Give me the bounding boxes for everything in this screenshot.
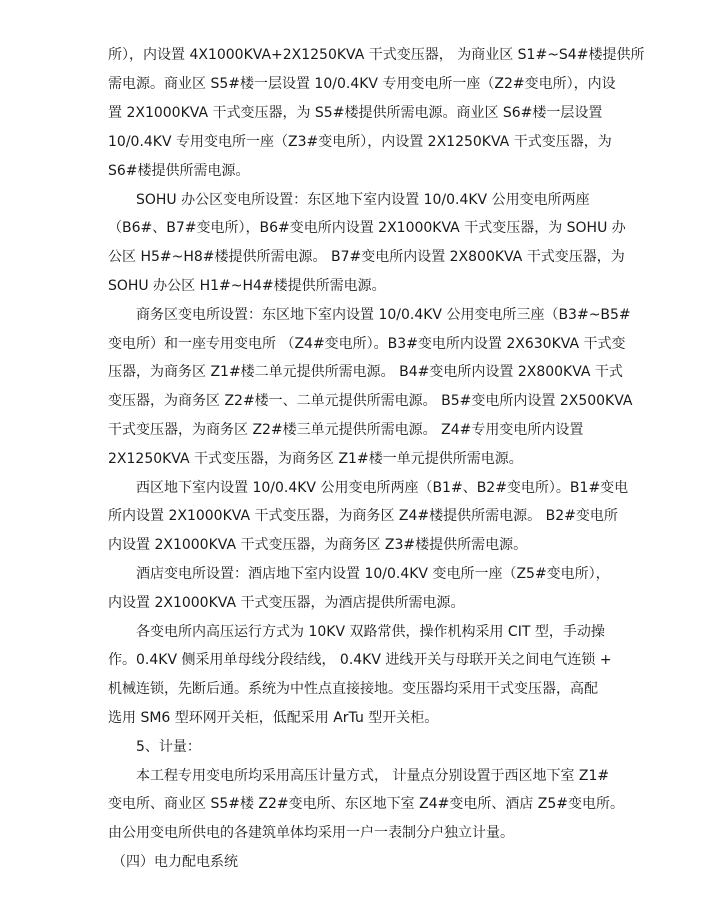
text-line: 需电源。商业区 S5#楼一层设置 10/0.4KV 专用变电所一座（Z2#变电所），内设 <box>108 76 616 92</box>
text-line: 内设置 2X1000KVA 干式变压器，为商务区 Z3#楼提供所需电源。 <box>108 537 528 553</box>
text-line: 压器，为商务区 Z1#楼二单元提供所需电源。 B4#变电所内设置 2X800KVA 干式 <box>108 364 623 380</box>
text-line: 机械连锁，先断后通。系统为中性点直接接地。变压器均采用干式变压器，高配 <box>108 681 598 697</box>
text-line: 干式变压器，为商务区 Z2#楼三单元提供所需电源。 Z4#专用变电所内设置 <box>108 422 584 438</box>
chapter-heading: （四）电力配电系统 <box>112 854 238 870</box>
text-line: 选用 SM6 型环网开关柜，低配采用 ArTu 型开关柜。 <box>108 710 439 726</box>
text-line: 置 2X1000KVA 干式变压器，为 S5#楼提供所需电源。商业区 S6#楼一层设置 <box>108 105 603 121</box>
paragraph-start: 西区地下室内设置 10/0.4KV 公用变电所两座（B1#、B2#变电所）。B1#变电 <box>136 480 629 496</box>
paragraph-start: 本工程专用变电所均采用高压计量方式， 计量点分别设置于西区地下室 Z1# <box>136 768 610 784</box>
text-line: 作。0.4KV 侧采用单母线分段结线， 0.4KV 进线开关与母联开关之间电气连锁 + <box>108 652 612 668</box>
text-line: 所内设置 2X1000KVA 干式变压器，为商务区 Z4#楼提供所需电源。 B2#变电所 <box>108 508 618 524</box>
text-line: 所），内设置 4X1000KVA+2X1250KVA 干式变压器， 为商业区 S1#~S4#楼提供所 <box>108 47 645 63</box>
text-line: 公区 H5#~H8#楼提供所需电源。 B7#变电所内设置 2X800KVA 干式变压器，为 <box>108 249 625 265</box>
text-line: S6#楼提供所需电源。 <box>108 163 250 179</box>
paragraph-start: 商务区变电所设置：东区地下室内设置 10/0.4KV 公用变电所三座（B3#~B5# <box>136 307 631 323</box>
paragraph-start: SOHU 办公区变电所设置：东区地下室内设置 10/0.4KV 公用变电所两座 <box>136 192 590 208</box>
paragraph-start: 各变电所内高压运行方式为 10KV 双路常供，操作机构采用 CIT 型，手动操 <box>136 624 605 640</box>
text-line: 2X1250KVA 干式变压器，为商务区 Z1#楼一单元提供所需电源。 <box>108 451 523 467</box>
text-line: 变电所、商业区 S5#楼 Z2#变电所、东区地下室 Z4#变电所、酒店 Z5#变电所。 <box>108 796 625 812</box>
text-line: 由公用变电所供电的各建筑单体均采用一户一表制分户独立计量。 <box>108 825 514 841</box>
paragraph-start: 酒店变电所设置：酒店地下室内设置 10/0.4KV 变电所一座（Z5#变电所）， <box>136 566 610 582</box>
text-line: 内设置 2X1000KVA 干式变压器，为酒店提供所需电源。 <box>108 595 465 611</box>
text-line: 变压器，为商务区 Z2#楼一、二单元提供所需电源。 B5#变电所内设置 2X500KVA <box>108 393 633 409</box>
section-heading: 5、计量： <box>136 739 201 755</box>
text-line: （B6#、B7#变电所），B6#变电所内设置 2X1000KVA 干式变压器，为 SOHU 办 <box>108 220 626 236</box>
text-line: 变电所）和一座专用变电所 （Z4#变电所）。B3#变电所内设置 2X630KVA 干式变 <box>108 336 626 352</box>
text-line: 10/0.4KV 专用变电所一座（Z3#变电所），内设置 2X1250KVA 干式变压器，为 <box>108 134 612 150</box>
text-line: SOHU 办公区 H1#~H4#楼提供所需电源。 <box>108 278 386 294</box>
